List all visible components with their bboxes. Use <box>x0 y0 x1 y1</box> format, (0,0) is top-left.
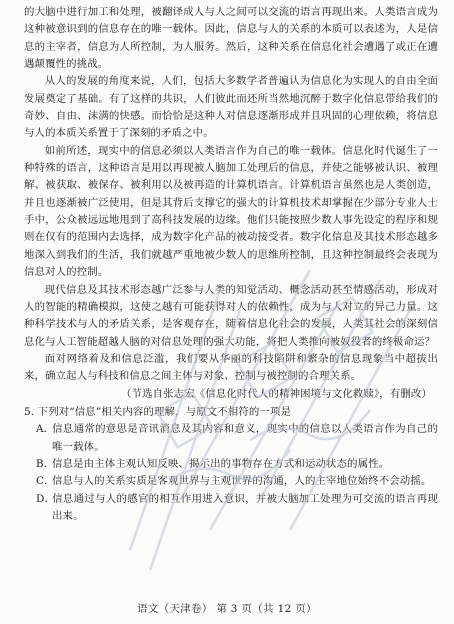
option-text: 信息通常的意思是音讯消息及其内容和意义，现实中的信息以人类语言作为自己的唯一载体。 <box>52 423 438 453</box>
option-letter: A． <box>36 423 55 436</box>
paragraph-3: 如前所述，现实中的信息必须以人类语言作为自己的唯一载体。信息化时代诞生了一种特殊的语言，这种语言是用以再现被人脑加工处理后的信息，并使之能够被认识、被理解、被获取、被保存、被利用以及被再造的计算机语言。计算机语言虽然也是人类创造，并且也逐渐被广泛使用，但是其背后支撑它的强大的计算机技术却掌握在少部分专业人士手中，公众被远远地甩到了高科技发展的边缘。他们只能按照少数人事先设定的程序和规则在仅有的范围内去选择，成为数字化产品的被动接受者。数字化信息及其技术形态越多地深入到我们的生活，我们就越严重地被少数人的思维所控制，且这种控制最终会表现为信息对人的控制。 <box>24 144 438 279</box>
source-citation: （节选自张志宏《信息化时代人的精神困境与文化救赎》，有删改） <box>120 387 432 400</box>
option-letter: B． <box>36 457 55 470</box>
paragraph-2: 从人的发展的角度来说，人们，包括大多数学者普遍认为信息化为实现人的自由全面发展奠定了基础。有了这样的共识，人们彼此而还所当然地沉醉于数字化信息带给我们的奇妙、自由、沫满的快感。而恰恰是这种人对信息逐渐形成并且巩固的心理依赖，将信息与人的本质关系置于了深刻的矛盾之中。 <box>24 75 438 140</box>
paragraph-4: 现代信息及其技术形态越广泛参与人类的知觉活动、概念活动甚至情感活动，形成对人的智能的精确模拟，这使之越有可能获得对人的依赖性，成为与人对立的异己力量。这种科学技术与人的矛盾关系，是客观存在，随着信息化社会的发展，人类其社会的深刻信息化与人工智能超越人脑的对信息处理的强大功能，将把人类推向被奴役者的终极命运？ <box>24 283 438 348</box>
page-footer: 语文（天津卷） 第 3 页（共 12 页） <box>137 603 317 615</box>
option-text: 信息通过与人的感官的相互作用进入意识，并被大脑加工处理为可交流的语言再现出来。 <box>52 492 438 522</box>
option-a <box>24 421 438 456</box>
question-number: 5. <box>24 405 35 418</box>
option-d <box>24 491 438 526</box>
option-letter: D． <box>36 492 56 505</box>
option-text: 信息是由主体主观认知反映、揭示出的事物存在方式和运动状态的属性。 <box>52 457 390 470</box>
question-5 <box>24 404 438 525</box>
question-stem-line <box>24 404 438 421</box>
paragraph-1: 的大脑中进行加工和处理，被翻译成人与人之间可以交流的语言再现出来。人类语言成为这种被意识到的信息存在的唯一载体。因此，信息与人的关系的本质可以表述为，人是信息的主宰者，信息为人所控制，为人服务。然后，这种关系在信息化社会遭遇了或正在遭遇颠覆性的挑战。 <box>24 6 438 71</box>
question-stem: 下列对“信息”相关内容的理解，与原文不相符的一项是 <box>37 405 292 418</box>
option-text: 信息与人的关系实质是客观世界与主观世界的沟通，人的主宰地位始终不会动摇。 <box>52 475 432 488</box>
option-c <box>24 473 438 490</box>
paragraph-5: 面对网络着及和信息泛滥，我们要从华丽的科技陷阱和繁杂的信息现象当中超拔出来，确立起人与科技和信息之间主体与对象、控制与被控制的合理关系。 <box>24 352 438 383</box>
option-letter: C． <box>36 475 55 488</box>
document-body <box>24 4 438 525</box>
option-b <box>24 456 438 473</box>
